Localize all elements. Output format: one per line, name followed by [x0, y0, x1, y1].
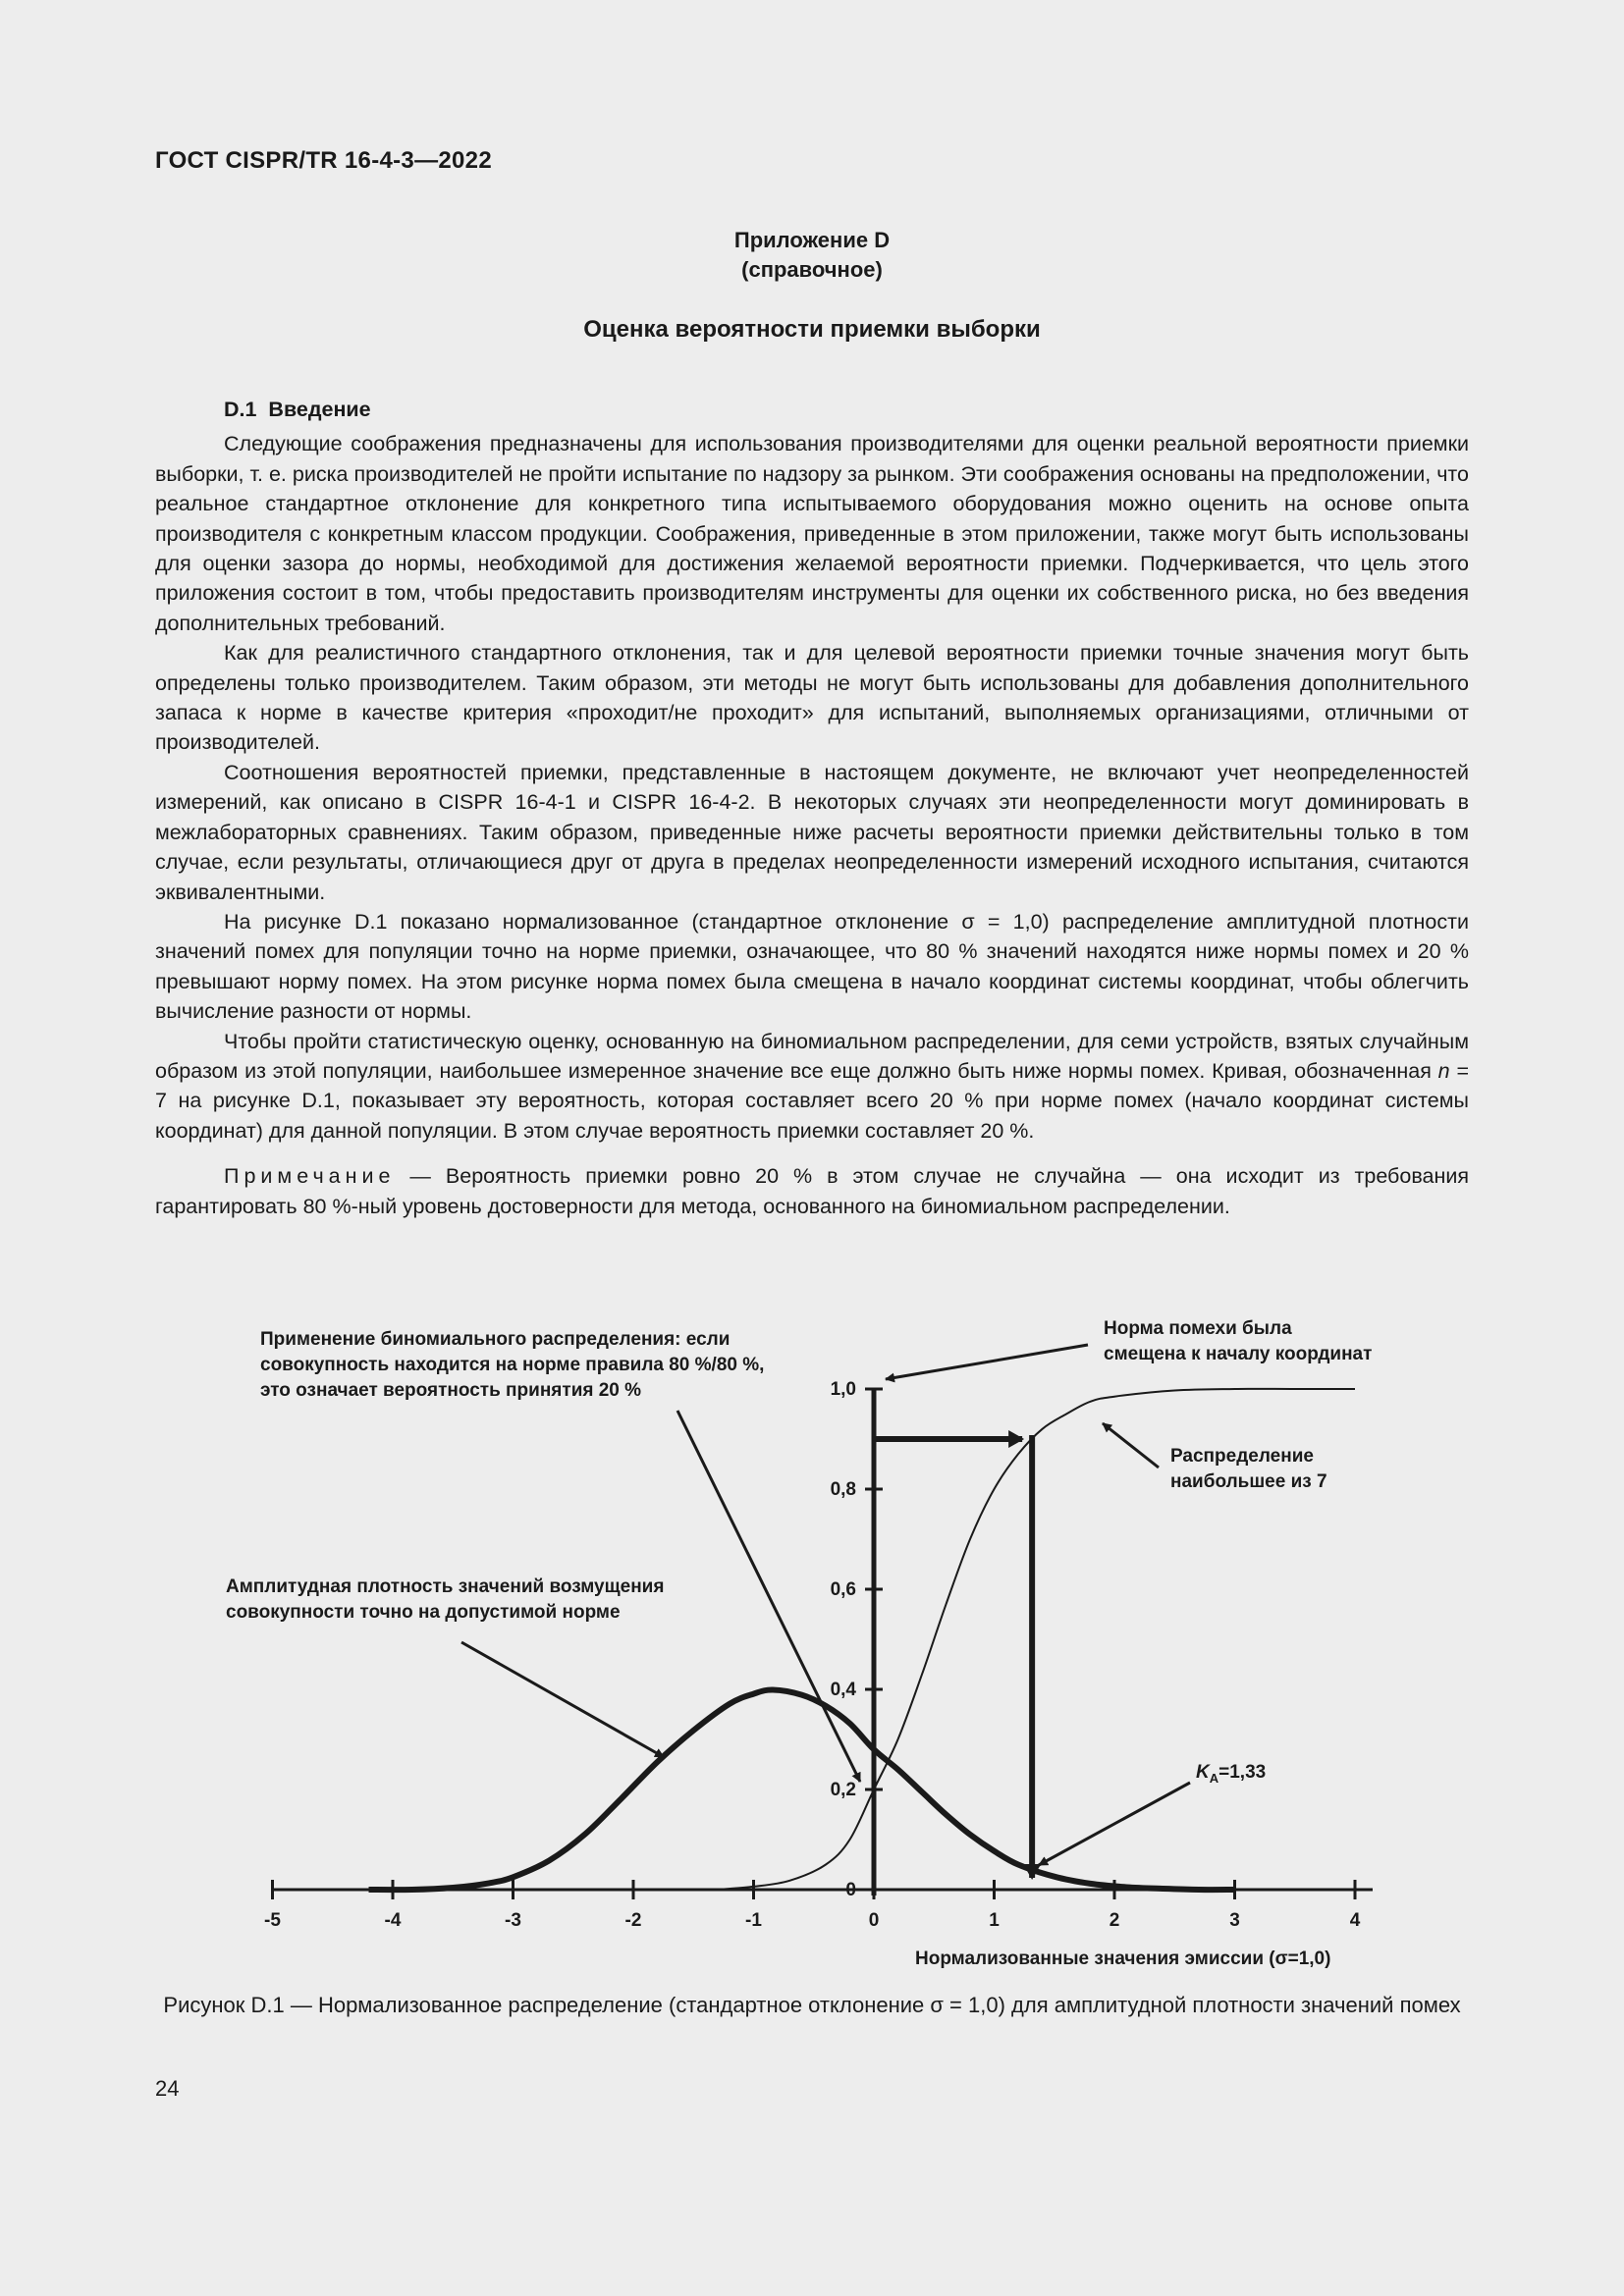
variable-n: n [1437, 1058, 1450, 1083]
annotation-density-line: Амплитудная плотность значений возмущения [226, 1576, 665, 1597]
x-tick-label: -3 [505, 1910, 521, 1931]
x-tick-label: 1 [989, 1910, 1000, 1931]
x-tick-label: 3 [1229, 1910, 1240, 1931]
x-tick-label: -4 [384, 1910, 402, 1931]
x-tick-label: -2 [624, 1910, 642, 1931]
x-tick-label: -5 [264, 1910, 281, 1931]
paragraph-part: Чтобы пройти статистическую оценку, основанную на биномиальном распределении, для семи устройств, взятых случайным образом из этой популяции, наибольшее измеренное значение все еще должно быть ниже нормы помех. Кривая, обозначенная [155, 1029, 1469, 1083]
x-tick-label: 0 [868, 1910, 880, 1931]
x-axis-label: Нормализованные значения эмиссии (σ=1,0) [915, 1949, 1331, 1969]
pointer-ka [1039, 1783, 1190, 1865]
ka-subscript: A [1209, 1771, 1219, 1786]
y-tick-label: 0,6 [830, 1579, 856, 1600]
body-text [155, 395, 1469, 1221]
annotation-max7-line: Распределение [1170, 1446, 1314, 1467]
annotation-binomial-line: совокупность находится на норме правила 80 %/80 %, [260, 1355, 765, 1375]
annex-heading [0, 226, 1624, 285]
annotation-density-line: совокупности точно на допустимой норме [226, 1602, 621, 1623]
paragraph: Следующие соображения предназначены для использования производителями для оценки реальной вероятности приемки выборки, т. е. риска производителей не пройти испытание по надзору за рынком. Эти соображения основаны на предположении, что реальное стандартное отклонение для конкретного типа испытываемого оборудования можно оценить на основе опыта производителя с конкретным классом продукции. Соображения, приведенные в этом приложении, также могут быть использованы для оценки зазора до нормы, необходимой для достижения желаемой вероятности приемки. Подчеркивается, что цель этого приложения состоит в том, чтобы предоставить производителям инструменты для оценки их собственного риска, но без введения дополнительных требований. [155, 432, 1469, 635]
pointer-density [461, 1642, 664, 1757]
annex-title: Оценка вероятности приемки выборки [583, 316, 1041, 343]
figure-d1-chart [0, 1301, 1624, 1988]
x-tick-label: -1 [745, 1910, 762, 1931]
y-tick-label: 0,2 [830, 1780, 856, 1800]
ka-symbol: K [1196, 1762, 1210, 1783]
paragraph-part: = 7 на рисунке D.1, показывает эту вероятность, которая составляет всего 20 % при норме помех (начало координат системы координат) для данной популяции. В этом случае вероятность приемки составляет 20 %. [155, 1058, 1469, 1143]
annotation-binomial-line: это означает вероятность принятия 20 % [260, 1380, 642, 1401]
annex-type: (справочное) [741, 257, 883, 282]
note [155, 1161, 1469, 1221]
figure-caption: Рисунок D.1 — Нормализованное распределение (стандартное отклонение σ = 1,0) для амплитудной плотности значений помех [163, 1993, 1461, 2017]
annex-name: Приложение D [733, 228, 891, 252]
paragraph: Как для реалистичного стандартного отклонения, так и для целевой вероятности приемки точные значения могут быть определены только производителем. Таким образом, эти методы не могут быть использованы для добавления дополнительного запаса к норме в качестве критерия «проходит/не проходит» для испытаний, выполняемых организациями, отличными от производителей. [155, 641, 1469, 755]
section-title: Введение [268, 398, 371, 421]
y-tick-label: 0,8 [830, 1479, 856, 1500]
note-text: — Вероятность приемки ровно 20 % в этом случае не случайна — она исходит из требования гарантировать 80 %-ный уровень достоверности для метода, основанного на биномиальном распределении. [155, 1164, 1469, 1218]
pointer-max7 [1103, 1423, 1159, 1468]
paragraph [155, 1027, 1469, 1147]
annotation-norm-shift-line: смещена к началу координат [1104, 1344, 1373, 1364]
note-label: Примечание [224, 1164, 396, 1189]
ka-value: =1,33 [1218, 1762, 1267, 1783]
density-curve [369, 1689, 1235, 1890]
paragraph: Соотношения вероятностей приемки, представленные в настоящем документе, не включают учет неопределенностей измерений, как описано в CISPR 16-4-1 и CISPR 16-4-2. В некоторых случаях эти неопределенности могут доминировать в межлабораторных сравнениях. Таким образом, приведенные ниже расчеты вероятности приемки действительны только в том случае, если результаты, отличающиеся друг от друга в пределах неопределенности измерений исходного испытания, считаются эквивалентными. [155, 760, 1469, 904]
section-heading [155, 395, 1469, 424]
paragraph: На рисунке D.1 показано нормализованное (стандартное отклонение σ = 1,0) распределение амплитудной плотности значений помех для популяции точно на норме приемки, означающее, что 80 % значений находятся ниже нормы помех и 20 % превышают норму помех. На этом рисунке норма помех была смещена в начало координат системы координат, чтобы облегчить вычисление разности от нормы. [155, 909, 1469, 1024]
x-tick-label: 4 [1349, 1910, 1361, 1931]
page-number: 24 [155, 2076, 180, 2101]
pointer-norm-shift [886, 1345, 1088, 1379]
y-tick-label: 1,0 [830, 1379, 856, 1400]
section-number: D.1 [224, 398, 257, 421]
x-tick-label: 2 [1109, 1910, 1120, 1931]
annotation-max7-line: наибольшее из 7 [1170, 1471, 1327, 1492]
annotation-binomial-line: Применение биномиального распределения: если [260, 1329, 731, 1350]
ka-label [1196, 1762, 1266, 1786]
y-tick-label: 0 [845, 1880, 856, 1900]
doc-header: ГОСТ CISPR/TR 16-4-3—2022 [155, 147, 492, 174]
annotation-norm-shift-line: Норма помехи была [1104, 1318, 1292, 1339]
y-tick-label: 0,4 [830, 1680, 856, 1700]
